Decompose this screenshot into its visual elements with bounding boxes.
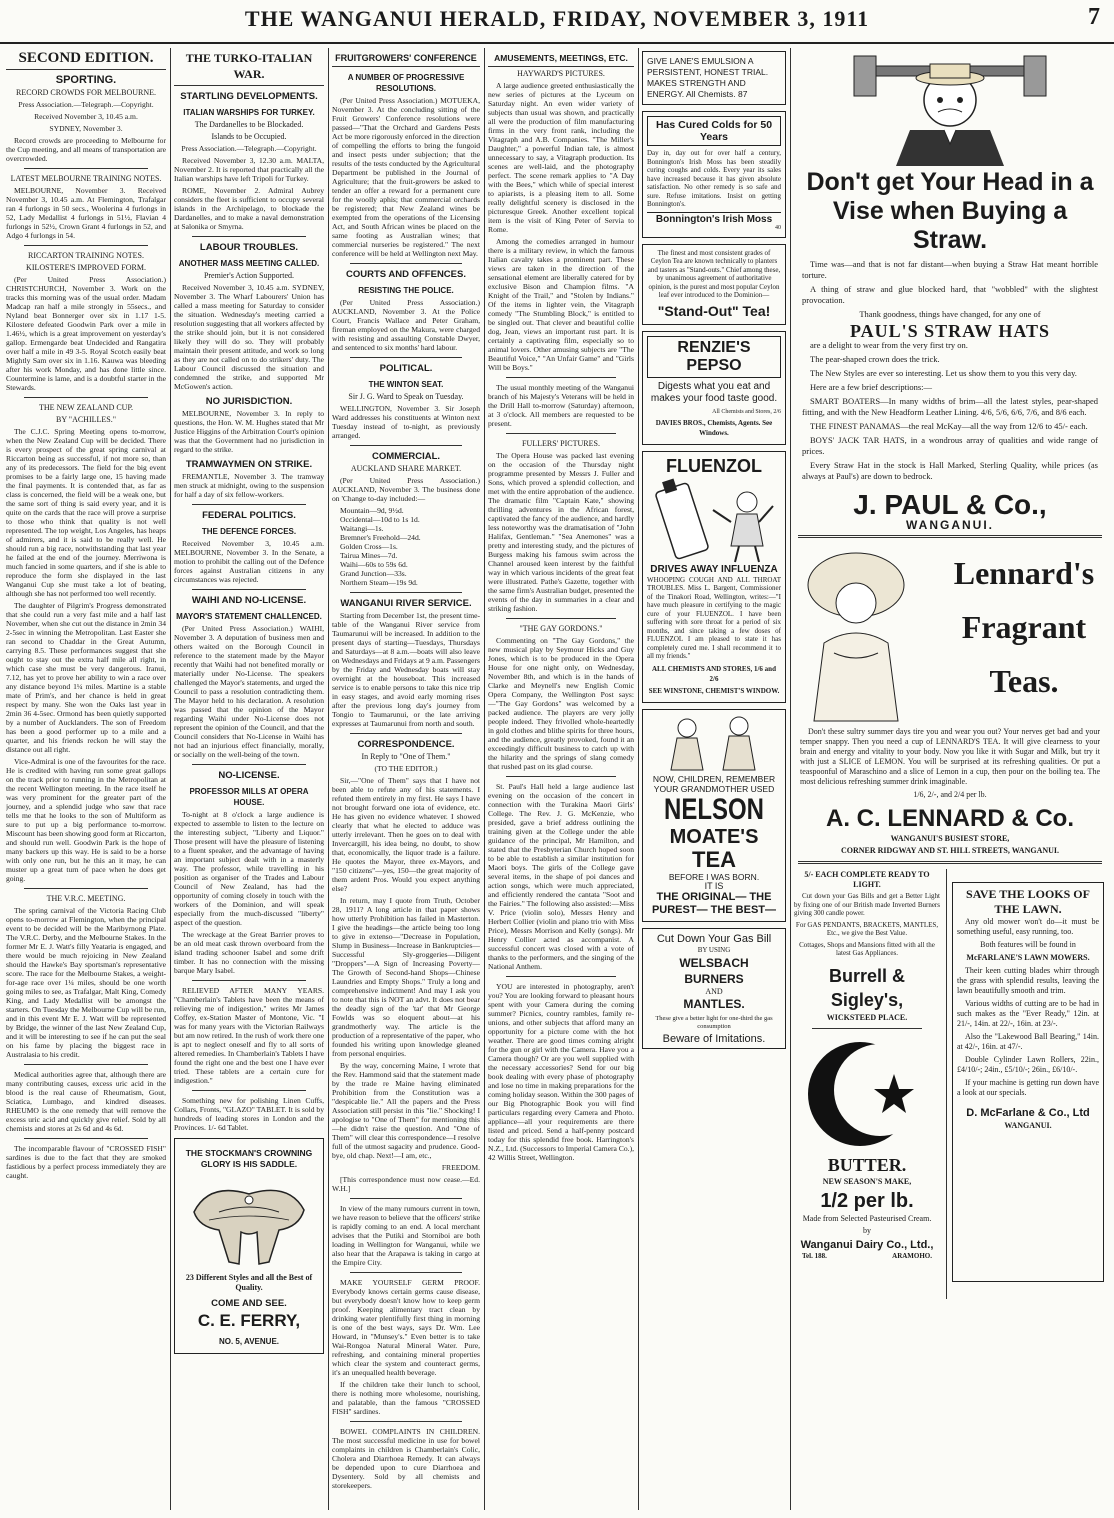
divider: [506, 433, 616, 434]
divider: [192, 764, 306, 765]
advert-text: Various widths of cutting are to be had in such makes as the "Ever Ready," 12in. at 21/-, 14in. at 22/-, 16in. at 23/-.: [957, 999, 1099, 1028]
subheadline: MAYOR'S STATEMENT CHALLENCED.: [176, 612, 322, 621]
headline: HAYWARD'S PICTURES.: [517, 69, 605, 78]
advert-text: IT IS: [704, 880, 724, 891]
column-rule: [484, 48, 485, 1510]
article-text: The C.J.C. Spring Meeting opens to-morrow, when the New Zealand Cup will be decided. There is every prospect of the great spring carnival at Riccarton being as successful, if not more so, than any of its predecessors. The field for the big event promises to be a fairly large one, 15 having made the final payments. It is contended that, as far as class is concerned, the field will be a weak one, but the same sort of thing is said every year, and it is quite on the cards that the race will prove a surprise to those who think that quality is not well represented. The top weight, Los Angeles, has heaps of admirers, and it is said to be really well. He should run a big race, notwithstanding that last year he failed at the end of the journey. Merriwona is much fancied in some quarters, and if she is able to reproduce the form she displayed in the last Wanganui Cup she must take a lot of beating, although she has not performed too well recently.: [6, 427, 166, 598]
headline: THE NEW ZEALAND CUP.: [38, 403, 134, 412]
share-row: Waihi—60s to 59s 6d.: [340, 560, 408, 569]
headline: COMMERCIAL.: [371, 451, 441, 462]
share-row: Northern Steam—19s 9d.: [340, 578, 418, 587]
advertiser-name: D. McFarlane & Co., Ltd: [966, 1107, 1090, 1119]
burrell-advert: [794, 869, 940, 1261]
advert-text: Cottages, Shops and Mansions fitted with all the latest Gas Appliances.: [799, 940, 935, 957]
advert-brand: "Stand-Out" Tea!: [657, 302, 771, 319]
advert-heading: 5/- EACH COMPLETE READY TO LIGHT.: [804, 870, 930, 889]
advertiser-town: WANGANUI.: [1004, 1121, 1052, 1130]
woman-illustration: [794, 543, 934, 723]
share-row: Mountain—9d, 9½d.: [340, 506, 404, 515]
advert-text: Thank goodness, things have changed, for any one of: [859, 309, 1041, 319]
article-text: In view of the many rumours current in town, we have reason to believe that the officers' strike is rapidly coming to an end. A local merchant advises that the Putiki and Storniboi are both loading in Wellington for Wanganui, while we also hear that the Arapawa is taking in cargo at the Empire City.: [332, 1204, 480, 1267]
divider: [192, 236, 306, 237]
credit-line: Press Association.—Telegraph.—Copyright.: [18, 100, 154, 109]
advert-brand: FLUENZOL: [666, 455, 762, 476]
share-row: Occidental—10d to 1s 1d.: [340, 515, 420, 524]
advert-brand: Bonnington's Irish Moss: [647, 212, 781, 224]
advert-brand: NELSON: [663, 792, 764, 826]
dateline: SYDNEY, November 3.: [49, 124, 123, 133]
byline: BY "ACHILLES.": [55, 415, 116, 424]
advert-product: BURNERS: [684, 971, 744, 986]
advert-text: WHOOPING COUGH AND ALL THROAT TROUBLES. Miss L. Bargent, Commissioner of the Tinakori Road, Wellington, writes:—"I have much pleasure in certifying to the magic cure of your FLUENZOL. I have been suffering with sore throat for a period of six months, and since taking a few doses of FLUENZOL I am pleased to state it has completely cured me. I shall recommend it to all my friends.": [647, 575, 781, 660]
advertiser-address: CORNER RIDGWAY AND ST. HILL STREETS, WANGANUI.: [840, 846, 1060, 855]
advert-heading: THE STOCKMAN'S CROWNING GLORY IS HIS SADDLE.: [185, 1148, 313, 1169]
divider: [350, 445, 462, 446]
advert-text: by: [863, 1225, 871, 1235]
article-text: MELBOURNE, November 3. In reply to questions, the Hon. W. M. Hughes stated that Mr Justice Higgins of the Arbitration Court's opinion was that the Government had no jurisdiction in regard to the strike.: [174, 409, 324, 454]
advert-text: For GAS PENDANTS, BRACKETS, MANTLES, Etc., we give the Best Value.: [795, 920, 939, 937]
nelson-tea-advert: [642, 709, 786, 922]
subheadline: The Dardanelles to be Blockaded.: [194, 120, 304, 129]
advert-brand: RENZIE'S PEPSO: [647, 336, 781, 378]
section-heading: SPORTING.: [55, 74, 117, 86]
advertiser-address: ARAMOHO.: [892, 1251, 932, 1260]
advert-text: The pear-shaped crown does the trick.: [810, 354, 940, 364]
article-text: The Opera House was packed last evening on the occasion of the Thursday night programme presented by Messrs J. Fuller and Sons, which proved a splendid collection, and met with the entire approbation of the audience. The dramatic film "Captain Kate," showing thrilling adventures in the African forest, captivated the fancy of the audience, and hardly less noteworthy was the dramatisation of "John Halifax, Gentleman." "Sea Anemones" was a pretty and interesting study, and the pictures of Burgess making his famous swim across the Channel aroused keen interest by the faithful way in which various incidents of the great feat were illustrated. Pathe's Gazette, together with the same firm's Australian budget, presented the events of the day in summaries in a clear and striking fashion.: [488, 451, 634, 613]
advert-product: BUTTER.: [827, 1154, 907, 1175]
credit-line: Press Association.—Telegraph.—Copyright.: [181, 144, 317, 153]
article-text: (Per United Press Association.) WAIHI, November 3. A deputation of business men and others waited on the Borough Council in reference to the statement made by the Mayor recently that Waihi had not benefited morally or materially under No-License. The speakers challenged the Mayor's statements, and urged the Council to pass a resolution contradicting them. The Mayor held to his declaration. A resolution was passed that the opinion of the Mayor regarding Waihi under No-License does not represent the opinion of the Council, and that the Council considers that No-License in Waihi has not had an injurious effect financially, morally, or socially on the well-being of the town.: [174, 624, 324, 759]
divider: [350, 733, 462, 734]
article-text: Received November 3, 10.45 a.m. MELBOURNE, November 3. In the Senate, a motion to prohibit the calling out of the Defence forces against Australian citizens in any circumstances was rejected.: [174, 539, 324, 584]
share-row: Tairua Mines—7d.: [340, 551, 398, 560]
divider: [24, 168, 148, 169]
children-illustration: [647, 714, 781, 774]
subheadline: ANOTHER MASS MEETING CALLED.: [178, 259, 320, 268]
headline: "THE GAY GORDONS.": [519, 624, 603, 633]
advert-text: are a delight to wear from the very first try on.: [810, 340, 968, 350]
advert-text: Here are a few brief descriptions:—: [810, 382, 933, 392]
article-text: St. Paul's Hall held a large audience last evening on the occasion of the concert in connection with the Turakina Maori Girls' College. The Rev. J. G. McKenzie, who presided, gave a brief address outlining the training given at the College under the able guidance of the principal, Mr Hamilton, and stated that the Presbyterian Church hoped soon to be able to establish a similar institution for Maori boys. The girls of the College gave several items, in the shape of poi dances and action songs, which were much appreciated, and efficiently rendered the cantata "Soot and the Fairies." The following also assisted:—Miss V. Price (violin solo), Messrs Henry and Herbert Collier (violin and piano trio with Miss Price), Messrs Morrison and Kelly (songs). Mr Henry Collier acted as accompanist. A successful concert was closed with a vote of thanks to the performers, and the singing of the National Anthem.: [488, 782, 634, 971]
article-text: By the way, concerning Maine, I wrote that the Rev. Hammond said that the statement made by the trade re Maine having eliminated Prohibition from the Constitution was a "despicable lie." All the papers and the Press Association still persist in this "lie." Shocking! I apologise to "One of Them" for mentioning this—he didn't raise the question. And "One of Them" will clear this correspondence—I resolve full of the utmost sagacity and prudence. Good-bye, old chap. Next!—I am, etc.,: [332, 1061, 480, 1160]
article-text: MELBOURNE, November 3. Received November 3, 10.45 a.m. At Flemington, Trafalgar ran 4 furlongs in 50 secs., Woolerina 4 furlongs in 52, Lady Medallist 4 furlongs in 51½, Flavian 4 furlongs in 52½, Crown Grant 4 furlongs in 52, and Adgo 4 furlongs in 54.: [6, 186, 166, 240]
bottom-adverts: [794, 869, 1106, 1299]
article-text: (Per United Press Association.) CHRISTCHURCH, November 3. Work on the tracks this morning was of the usual order. Madam Madcap ran half a mile strongly in 55secs., and Nyland beat Bonnerger over six in 1.17 1-5. Kilostere defeated Goodwin Park over a mile in 1.46½, which is a great improvement on yesterday's gallop. Ermengarde beat Undecided and Rangatira over half a mile in 49 3-5. Royal Scotch easily beat Mightly Sam over six in 1.16. Kauwa was bleeding after his work Monday, and has done little since. Countermine is lame, and is a doubtful starter in the Stewards.: [6, 275, 166, 392]
subheadline: THE WINTON SEAT.: [368, 380, 444, 389]
advert-product: Teas.: [989, 663, 1059, 699]
saddle-advert: [174, 1138, 324, 1354]
editor-line: (TO THE EDITOR.): [374, 764, 438, 773]
divider: [192, 589, 306, 590]
advert-text: Don't these sultry summer days tire you and wear you out? Your nerves get bad and your temper snappy. Then you need a cup of LENNARD'S TEA. It will give clearness to your brain and energy and vitality to your body. Now you like it with Sugar and Milk, but try it with just a SLICE of LEMON. You will be surprised at its refreshing qualities. Or put a teaspoonful of Maraschino and a slice of Lemon in a cup, then pour on the boiling tea. The most delicious refreshing summer drink imaginable.: [800, 727, 1100, 786]
fluenzol-advert: [642, 451, 786, 703]
subheadline: Premier's Action Supported.: [203, 271, 295, 280]
advert-brand: McFARLANE'S LAWN MOWERS.: [966, 953, 1090, 962]
advert-text: Any old mower won't do—it must be something useful, easy running, too.: [957, 917, 1099, 936]
advert-heading: Cut Down Your Gas Bill: [656, 932, 772, 945]
advert-brand-2: MOATE'S: [669, 825, 759, 848]
share-row: Golden Cross—1s.: [340, 542, 398, 551]
subheadline: AUCKLAND SHARE MARKET.: [350, 464, 462, 473]
page-number: 7: [1088, 4, 1100, 30]
advert-text: These give a better light for one-third the gas consumption: [655, 1014, 773, 1030]
advert-styles: 23 Different Styles and all the Best of Quality.: [185, 1273, 313, 1292]
advert-text: AND: [705, 986, 723, 996]
subheadline: A NUMBER OF PROGRESSIVE RESOLUTIONS.: [347, 73, 465, 93]
divider: [192, 980, 306, 981]
advert-text: Day in, day out for over half a century, Bonnington's Irish Moss has been steadily curing coughs and colds. Every year its sales have increased because it has given absolute satisfaction. No other remedy is so safe and sure. Refuse imitations. Insist on getting Bonnington's.: [647, 149, 781, 208]
saddle-illustration: [179, 1172, 319, 1272]
article-text: WELLINGTON, November 3. Sir Joseph Ward addresses his constituents at Winton next Tuesday instead of to-night, as previously arranged.: [332, 404, 480, 440]
column-adverts: [642, 48, 786, 1510]
advert-agent: DAVIES BROS., Chemists, Agents. See Windows.: [655, 418, 773, 437]
article-text: Commenting on "The Gay Gordons," the new musical play by Seymour Hicks and Guy Jones, which is to be produced in the Opera House for one night only, on Wednesday, November 8th, and which is in the hands of Clarke and Meynell's new English Comic Opera Company, the Wellington Post says:—"The Gay Gordons" was welcomed by a packed audience. The players are very jolly people indeed. They frivolled whole-heartedly in gold clothes and blithe spirits for three hours, and the audience, greatly provoked, found it an exceedingly difficult business to catch up with the hilarity and the springs of slang comedy that rushed past on its glad course.: [488, 636, 634, 771]
subheadline: In Reply to "One of Them.": [361, 752, 451, 761]
advert-subheading: DRIVES AWAY INFLUENZA: [650, 563, 778, 575]
advertiser-address: WICKSTEED PLACE.: [826, 1012, 908, 1022]
divider: [350, 263, 462, 264]
divider: [24, 1138, 148, 1139]
headline: NO JURISDICTION.: [205, 396, 293, 407]
received-line: Received November 3, 10.45 a.m.: [34, 112, 138, 121]
subheadline: Islands to be Occupied.: [211, 132, 287, 141]
divider: [192, 504, 306, 505]
edition-heading: SECOND EDITION.: [6, 50, 166, 70]
advertiser-name: C. E. FERRY,: [197, 1311, 301, 1330]
advert-text: BY USING: [697, 945, 731, 954]
headline: WAIHI AND NO-LICENSE.: [191, 595, 307, 606]
advert-text: BEFORE I WAS BORN.: [668, 871, 760, 882]
divider: [24, 397, 148, 398]
divider: [350, 357, 462, 358]
divider: [506, 618, 616, 619]
advertiser-name: J. PAUL & Co.,: [853, 489, 1047, 520]
advert-text: Medical authorities agree that, although there are many contributing causes, excess uric acid in the blood is the real cause of Rheumatism, Gout, Sciatica, Lumbago, and kindred diseases. RHEUMO is the one remedy that will remove the excess uric acid and quickly give relief. Sold by all chemists and stores at 2s 6d and 4s 6d.: [6, 1070, 166, 1133]
advert-heading: SAVE THE LOOKS OF THE LAWN.: [966, 887, 1090, 916]
section-heading: FRUITGROWERS' CONFERENCE: [332, 53, 480, 67]
article-text: The daughter of Pilgrim's Progress demonstrated that she could run a very fast mile and a half last November, when she cut out the distance in 2min 34 2-5sec in winning the Metropolitan. Last Easter she ran second to Chaddar in the Great Autumn, carrying 8.5. These performances suggest that she ought to stay out the extra half mile all right, in which case she must be very dangerous. Iranui, 7.12, has yet to prove her ability to win a race over any distance beyond 1¼ miles. Martine is a stable mate of Prim's, and her chance is held in great respect by many. She won the Oaks last year in 2min 36 4-5sec. Ormond has been quietly supported by a number of Aucklanders. The son of Freedom has been a good performer up to a mile and a quarter, and his friends reckon he will stay the distance out all right.: [6, 601, 166, 754]
advert-text: Every Straw Hat in the stock is Hall Marked, Sterling Quality, while prices (as always at Paul's) are down to bedrock.: [802, 460, 1098, 481]
advert-invite: COME AND SEE.: [211, 1298, 287, 1309]
article-text: The usual monthly meeting of the Wanganui branch of his Majesty's Veterans will be held in the Drill Hall to-morrow (Saturday) afternoon, at 3 o'clock. All members are requested to be present.: [488, 383, 634, 428]
advert-product: MANTLES.: [683, 996, 745, 1011]
crescent-star-illustration: [794, 1034, 940, 1154]
advert-text: MAKE YOURSELF GERM PROOF. Everybody knows certain germs cause disease, but everybody doesn't know how to keep germ proof. Keeping alimentary tract clean by drinking water plentifully first thing in morning is one of the best ways, says Dr. Wm. Lee Howard, in "Munsey's." Even better is to take Wai-Rongoa Natural Mineral Water. Pure, refreshing, and containing mineral properties which clear the system and counteract germs, it's an unequalled health beverage.: [332, 1278, 480, 1377]
section-heading: AMUSEMENTS, MEETINGS, ETC.: [488, 53, 634, 67]
advert-text: The incomparable flavour of "CROSSED FISH" sardines is due to the fact that they are smoked fastidious by a perfect process immediately they are caught.: [6, 1144, 166, 1180]
headline: WANGANUI RIVER SERVICE.: [340, 598, 472, 609]
divider: [192, 1090, 306, 1091]
article-text: Vice-Admiral is one of the favourites for the race. He is credited with having run some great gallops on the track prior to running in the Metropolitan at the recent Wellington meeting. In the race itself he was very prominent for the greater part of the journey, and a splendid judge who saw that race tells me that he looks to the son of Multiform as sure to put up a big performance to-morrow. Miscount has been showing good form at Riccarton, and should run well. Goodwin Park is the hope of many backers up this way. He is said to be a horse with only one run, but he this an it may, he can muster up a great turn of pace when he does get going.: [6, 757, 166, 883]
advert-text: Something new for polishing Linen Cuffs, Collars, Fronts, "GLAZO" TABLET. It is sold by hundreds of leading stores in London and the Provinces. 1/- 6d Tablet.: [174, 1096, 324, 1132]
advert-text: Time was—and that is not far distant—when buying a Straw Hat meant horrible torture.: [802, 259, 1098, 280]
advert-brand: PAUL'S STRAW HATS: [849, 321, 1051, 341]
advert-text: GIVE LANE'S EMULSION A PERSISTENT, HONEST TRIAL. MAKES STRENGTH AND ENERGY. All Chemists.: [647, 56, 769, 99]
article-text: (Per United Press Association.) AUCKLAND, November 3. The business done on 'Change to-day included:—: [332, 476, 480, 503]
headline: COURTS AND OFFENCES.: [346, 269, 466, 280]
column-war: [174, 48, 324, 1510]
advert-text: THE FINEST PANAMAS—the real McKay—all the way from 12/6 to 45/- each.: [810, 421, 1088, 431]
headline: NO-LICENSE.: [218, 770, 280, 781]
share-row: Bremner's Freehold—24d.: [340, 533, 421, 542]
column-rule: [946, 869, 947, 1299]
article-text: The spring carnival of the Victoria Racing Club opens to-morrow at Flemington, when the principal event to be decided will be the Maribyrnong Plate. The V.R.C. Derby, and the Melbourne Stakes. In the former Mr E. J. Watt's filly Yeataria is engaged, and there would be much rejoicing in New Zealand should the Hawke's Bay sportsman's representative score. The race for the Melbourne Stakes, a weight-for-age race over 1¼ miles, should be one worth going miles to see, as Trafalgar, Malt King, Comedy King, and Lady Medallist will be amongst the starters. On Tuesday the Melbourne Cup will be run, and in this event Mr E. J. Watt will be represented by Bridge, the winner of the last New Zealand Cup, and it will be interesting to see if he can put the seal on his fame by placing the biggest race in Australasia to his credit.: [6, 906, 166, 1059]
advert-text: SMART BOATERS—In many widths of brim—all the latest styles, pear-shaped fitting, and with the New Headform Leather Lining. 4/6, 5/6, 6/6, 7/6, and 8/6 each.: [802, 396, 1098, 417]
column-rule: [638, 48, 639, 1510]
advertiser-slogan: WANGANUI'S BUSIEST STORE,: [890, 834, 1010, 843]
article-text: Received November 3, 12.30 a.m. MALTA, November 2. It is reported that practically all the Italian warships have left Tripoli for Turkey.: [174, 156, 324, 183]
article-text: A large audience greeted enthusiastically the new series of pictures at the Lyceum on Saturday night. An even wider variety of subjects than usual was shown, and practically all were the production of film manufacturing firms in the very front rank, including the Vitagraph and A.B. Companies. "The Miller's Daughter," a powerful Indian tale, is almost unnecessary to say, a Vitagraph production. Its scenes are well-laid, and the photography perfect. The scene remark applies to "A Day with the Bees," which while of special interest to apiarists, is a pleasing item to all. Some really delightful scenery is disclosed in the picturesque Greek. Another excellent topical item is the visit of King Peter of Servia to Rome.: [488, 81, 634, 234]
advert-warning: Beware of Imitations.: [662, 1032, 766, 1045]
advert-price: 1/2 per lb.: [820, 1189, 914, 1212]
column-rule: [328, 48, 329, 1510]
advert-text: Digests what you eat and makes your food taste good.: [650, 380, 778, 404]
signature: FREEDOM.: [441, 1163, 480, 1172]
subheadline: THE DEFENCE FORCES.: [201, 527, 297, 536]
divider: [506, 776, 616, 777]
advert-text: Double Cylinder Lawn Rollers, 22in., £4/10/-; 24in., £5/10/-; 26in., £6/10/-.: [957, 1055, 1099, 1074]
advert-product: TEA: [692, 846, 736, 872]
headline: FEDERAL POLITICS.: [202, 510, 296, 521]
headline: RICCARTON TRAINING NOTES.: [28, 251, 144, 260]
divider: [506, 976, 616, 977]
article-text: Starting from December 1st, the present time-table of the Wanganui River service from Taumarunui will be increased. In addition to the present days of starting—Tuesdays, Thursdays and Saturdays—at 8 a.m.—boats will also leave on Wednesdays and Fridays at 9 a.m. Passengers by the Friday and Wednesday boats will stay overnight at the houseboat. This increased service is to enable persons to take this nice trip in easy stages, and avoid early morning rises after the previous long day's journey from Tongio to Taumarunui, or the late arriving expresses at Taumarunui from north and south.: [332, 611, 480, 728]
column-adverts-wide: [794, 48, 1106, 1510]
lennard-tea-advert: [794, 543, 1106, 725]
article-text: Received November 3, 10.45 a.m. SYDNEY, November 3. The Wharf Labourers' Union has called a mass meeting for Saturday to consider the situation. Wednesday's meeting carried a resolution suggesting that all workers affected by the strike should join, but it is not considered likely they will do so. They will probably maintain their present attitude, and work so long as they are not called on to do strikers' duty. The Labour Council discussed the situation and condemned the strike, and supported Mr McGowen's action.: [174, 283, 324, 391]
article-text: Sir,—"One of Them" says that I have not been able to refute any of his statements. I refuted them entirely in my first. He says I have not brought forward one iota of evidence, etc. He has given no evidence whatever. I showed clearly that what he elected to adduce was utterly irrelevant. Then he goes on to deal with Invercargill, his idea being, no doubt, to show that, economically, the liquor trade is a failure. He quotes the Mayor, three ex-Mayors, and "150 citizens"—yes, 150—the great majority of them ardent Pros. Would you expect anything else?: [332, 776, 480, 893]
advert-number: 87: [738, 89, 748, 99]
advert-text: The finest and most consistent grades of Ceylon Tea are known technically to planters and tasters as "Stand-outs." Chief among these, by unanimous agreement of authoritative opinion, is the purest and most popular Ceylon leaf ever introduced to the Dominion—: [647, 248, 781, 299]
headline: RECORD CROWDS FOR MELBOURNE.: [15, 88, 156, 97]
divider: [350, 1421, 462, 1422]
headline: CORRESPONDENCE.: [357, 739, 455, 750]
column-news: [332, 48, 480, 1510]
article-text: ROME, November 2. Admiral Aubrey considers the fleet is sufficient to occupy several islands in the Archipelago, to blockade the Dardanelles, and to make a naval demonstration at Salonika or Smyrna.: [174, 186, 324, 231]
advert-text: Both features will be found in: [980, 940, 1076, 949]
advert-text: If the children take their lunch to school, there is nothing more wholesome, nourishing, and palatable, than the famous "CROSSED FISH" sardines.: [332, 1380, 480, 1416]
headline: FULLERS' PICTURES.: [522, 439, 600, 448]
lawn-mower-advert: [952, 882, 1104, 1282]
article-text: (Per United Press Association.) AUCKLAND, November 3. At the Police Court, Francis Wallace and Peter Graham, fireman employed on the Makura, were charged with resisting and assaulting Constable Dwyer, and sentenced to six months' hard labour.: [332, 298, 480, 352]
divider: [350, 592, 462, 593]
advert-slogan: THE ORIGINAL— THE PUREST— THE BEST—: [651, 890, 777, 916]
divider: [812, 1028, 922, 1029]
editor-note: [This correspondence must now cease.—Ed. W.H.]: [332, 1175, 480, 1193]
advert-text: The New Styles are ever so interesting. Let us show them to you this very day.: [810, 368, 1077, 378]
divider: [24, 245, 148, 246]
advert-text: A thing of straw and glue blocked hard, that "wobbled" with the slightest provocation.: [802, 284, 1098, 305]
column-rule: [790, 48, 791, 1510]
masthead: [0, 0, 1114, 44]
advert-number: 40: [775, 224, 781, 231]
subheadline: RESISTING THE POLICE.: [358, 286, 454, 295]
pepso-advert: [642, 331, 786, 445]
share-row: Waitangi—1s.: [340, 524, 384, 533]
article-text: (Per United Press Association.) MOTUEKA, November 3. At the concluding sitting of the Fruit Growers' Conference resolutions were passed—"That the Orchard and Gardens Pests Act be more rigorously enforced in the direction of compelling the efforts to bring the fungoid and insect pests under subjection; that the results of the tests conducted by the Agricultural Department be published in the Journal of Agriculture; that the fruit-growers be asked to tender an offer a reward for a permanent cure for the woolly aphis; that commercial orchards be registered; that New Zealand wines be exempted from the operations of the Licensing Act, and South African wines be placed on the same footing as Australian wines; that commercial nurseries be registered." The next conference will be held at Wellington next May.: [332, 96, 480, 258]
share-list: [332, 506, 480, 587]
advert-text: YOU are interested in photography, aren't you? You are looking forward to pleasant hours spent with your Camera during the coming summer? Picnics, country rambles, family re-unions, and other subjects that afford many an opportunity for a picture come with the hot weather. There are good times coming alright for the gun or girl with the Camera. Have you a Camera though? Or are you well supplied with the necessary accessories? Send for our big book dealing with every phase of photography and lose no time in making preparations for the coming holiday season. Within the 300 pages of our Big Photographic Book you will find particulars regarding every Camera and Photo. appliance—all your requirements are there listed and priced. Send a half-penny postcard today for this splendid free book. Harrington's N.Z., Ltd. (Successors to Imperial Camera Co.), 42 Willis Street, Wellington.: [488, 982, 634, 1162]
divider: [24, 888, 148, 889]
article-text: The wreckage at the Great Barrier proves to be an old meat cask thrown overboard from the island trading schooner Isabel and some drift timber. It has no connection with the missing barque Mary Isabel.: [174, 930, 324, 975]
column-rule: [170, 48, 171, 1510]
newspaper-title: THE WANGANUI HERALD, FRIDAY, NOVEMBER 3, 1911: [244, 6, 870, 31]
headline: POLITICAL.: [379, 363, 433, 374]
subheadline: Sir J. G. Ward to Speak on Tuesday.: [348, 392, 464, 401]
bottle-illustration: [647, 476, 781, 564]
advert-subheading: NEW SEASON'S MAKE,: [822, 1176, 912, 1186]
article-text: FREMANTLE, November 3. The tramway men struck at midnight, owing to the suspension for half a day of six fellow-workers.: [174, 472, 324, 499]
advert-text: Cut down your Gas Bills and get a Better Light by fixing one of our British made Inverted Burners giving 300 candle power.: [794, 892, 940, 917]
advertiser-phone: Tel. 188.: [802, 1251, 827, 1260]
advertiser-name: Burrell & Sigley's,: [828, 965, 906, 1010]
column-sporting: [6, 48, 166, 1510]
advert-brand: Lennard's: [953, 555, 1095, 591]
advertiser-name: Wanganui Dairy Co., Ltd.,: [800, 1238, 934, 1251]
advertiser-address: NO. 5, AVENUE.: [218, 1337, 279, 1346]
advert-text: Also the "Lakewood Ball Bearing," 14in. at 42/-, 16in. at 47/-.: [957, 1032, 1099, 1051]
man-in-vise-illustration: [794, 48, 1106, 168]
subheadline: PROFESSOR MILLS AT OPERA HOUSE.: [189, 787, 309, 807]
emulsion-advert: [642, 51, 786, 105]
divider: [798, 535, 1102, 538]
article-text: Among the comedies arranged in humour there is a military review, in which the famous Italian cavalry takes a prominent part. These views are taken in the direction of the sensational element are liberally catered for by exclusive Bison and Champion films. "A Knight of the Trail," and "Stolen by Indians." Of the items in lighter vein, the Vitagraph comedy "The Stumbling Block," is entitled to be singled out. That clever and beautiful collie dog, Jean, views an important rust part. It is certainly a captivating film, especially so to animal lovers. Other amusing subjects are "The Beautiful Voice," "An Unfair Game" and "Girls Will be Boys.": [488, 237, 634, 372]
divider: [798, 861, 1102, 864]
advert-heading: Has Cured Colds for 50 Years: [647, 116, 781, 146]
advert-brand: WELSBACH: [679, 955, 749, 970]
headline: LATEST MELBOURNE TRAINING NOTES.: [10, 174, 162, 183]
divider: [350, 1198, 462, 1199]
advert-text: RELIEVED AFTER MANY YEARS. "Chamberlain's Tablets have been the means of relieving me of indigestion," writes Mr James Coffey, ex-Station Master of Montone, Vic. "I was for many years with the Victorian Railways but am now retired. In the rush of work there one is apt to neglect oneself and fly to all sorts of altered remedies. In Chamberlain's Tablets I have found the right one and the best one I have ever tried. These tablets are a certain cure for indigestion.": [174, 986, 324, 1085]
subheadline: ITALIAN WARSHIPS FOR TURKEY.: [183, 108, 315, 117]
advert-text: Their keen cutting blades whirr through the grass with splendid results, leaving the lawn beautifully smooth and trim.: [957, 966, 1099, 995]
headline: STARTLING DEVELOPMENTS.: [180, 91, 318, 102]
advert-price: 1/6, 2/-, and 2/4 per lb.: [913, 790, 987, 799]
article-text: Record crowds are proceeding to Melbourne for the Cup meeting, and all means of transportation are overcrowded.: [6, 136, 166, 163]
advert-text: NOW, CHILDREN, REMEMBER YOUR GRANDMOTHER USED: [652, 773, 776, 794]
article-text: To-night at 8 o'clock a large audience is expected to assemble to listen to the lecture on the interesting subject, "Liberty and Liquor." Those present will have the pleasure of listening to a fluent speaker, and the advantage of having an important subject dealt with in a masterly way. The professor, while travelling in his position as organiser of the Trades and Labour Council of New Zealand, has had the opportunity of coming closely in touch with the workers of the Dominion, and will speak especially from the much-discussed "liberty" aspect of the question.: [174, 810, 324, 927]
irish-moss-advert: [642, 111, 786, 238]
divider: [350, 1272, 462, 1273]
standout-tea-advert: [642, 244, 786, 325]
welsbach-advert: [642, 928, 786, 1049]
section-heading: THE TURKO-ITALIAN WAR.: [174, 50, 324, 86]
advert-price: All Chemists and Stores, 2/6: [712, 408, 781, 415]
divider: [24, 1064, 148, 1065]
advert-text: If your machine is getting run down have a look at our specials.: [957, 1078, 1099, 1097]
share-row: Grand Junction—33s.: [340, 569, 407, 578]
subheadline: KILOSTERE'S IMPROVED FORM.: [26, 263, 146, 272]
advertiser-name: A. C. LENNARD & Co.: [826, 805, 1074, 832]
advert-headline: Don't get Your Head in a Vise when Buying a Straw.: [806, 168, 1094, 254]
headline: TRAMWAYMEN ON STRIKE.: [185, 459, 313, 470]
headline: LABOUR TROUBLES.: [199, 242, 299, 253]
advert-price: ALL CHEMISTS AND STORES, 1/6 and 2/6: [652, 664, 776, 683]
divider: [506, 377, 616, 378]
headline: THE V.R.C. MEETING.: [46, 894, 126, 903]
advert-text: BOWEL COMPLAINTS IN CHILDREN. The most successful medicine in use for bowel complaints in children is Chamberlain's Colic, Cholera and Diarrhoea Remedy. It can always be depended upon to cure Diarrhoea and Dysentery. Sold by all chemists and storekeepers.: [332, 1427, 480, 1490]
advert-agent: SEE WINSTONE, CHEMIST'S WINDOW.: [648, 686, 780, 695]
article-text: In return, may I quote from Truth, October 28, 1911? A long article in that paper shows how utterly Prohibition has failed in Masterton. I give the headings—the article being too long to give in extenso—"Decrease in Population, Slump in Business—Increase in Bankruptcies—Successful Sly-groggeries—Diligent "Droppers"—A Sign of Increasing Poverty—The Growth of Second-hand Shops—Chinese Laundries and Empty Shops." Truly a long and comprehensive indictment! And may I ask you to note that this is NOT an advt. It does not bear the deadly sign of the 'tar' that Mr George Fowlds was so eloquent about—at his grandmotherly way. The article is the production of a representative of the paper, who founded his writing upon knowledge gleaned from personal enquiries.: [332, 896, 480, 1058]
column-amusements: [488, 48, 634, 1510]
advert-text: Made from Selected Pasteurised Cream.: [802, 1213, 932, 1223]
advertiser-town: WANGANUI.: [906, 518, 994, 532]
advert-text: BOYS' JACK TAR HATS, in a wondrous array of qualities and wide range of prices.: [802, 435, 1098, 456]
advert-brand-2: Fragrant: [961, 609, 1087, 645]
